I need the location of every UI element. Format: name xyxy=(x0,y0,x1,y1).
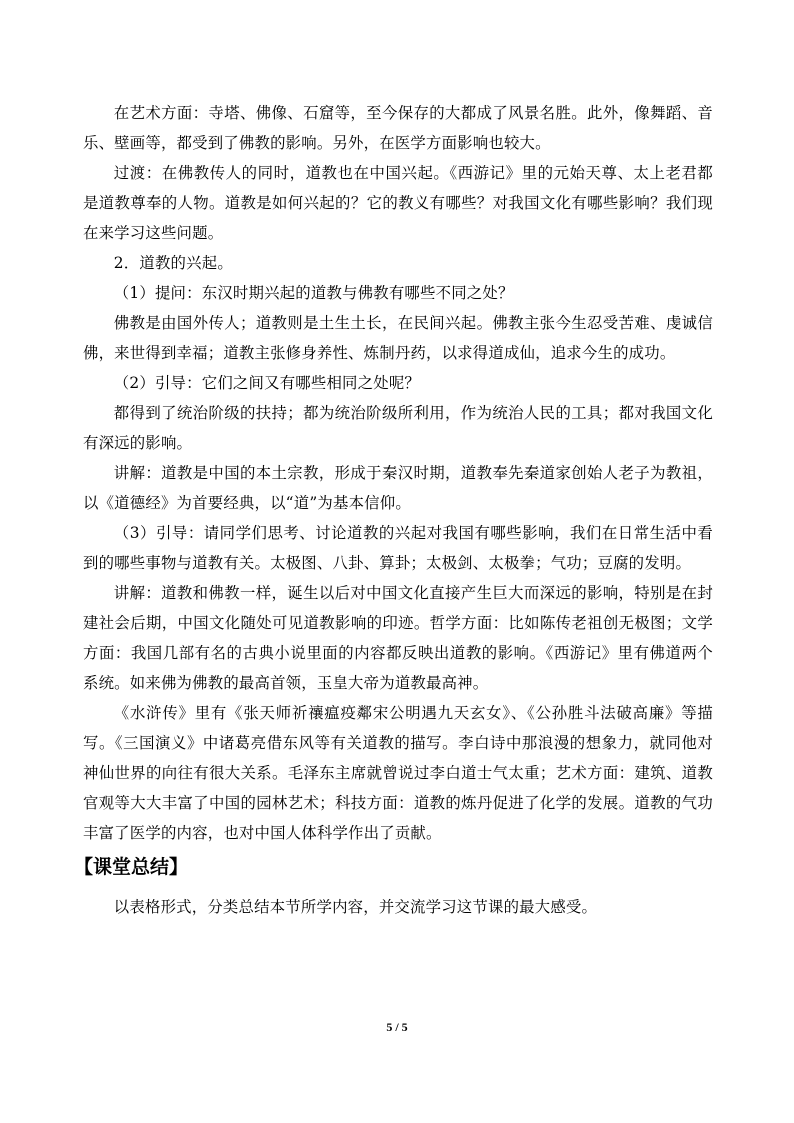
document-body xyxy=(74,98,713,922)
page-number: 5 / 5 xyxy=(386,1020,408,1034)
paragraph-question-1: （1）提问：东汉时期兴起的道教与佛教有哪些不同之处？ xyxy=(113,284,514,302)
paragraph-question-3: （3）引导：请同学们思考、讨论道教的兴起对我国有哪些影响，我们在日常生活中看到的哪些事物与道教有关。太极图、八卦、算卦；太极剑、太极拳；气功；豆腐的发明。 xyxy=(83,524,713,572)
paragraph-subheading: 2．道教的兴起。 xyxy=(113,254,233,272)
paragraph-explanation-2: 讲解：道教和佛教一样，诞生以后对中国文化直接产生巨大而深远的影响，特别是在封建社会后期，中国文化随处可见道教影响的印迹。哲学方面：比如陈传老祖创无极图；文学方面：我国几部有名的古典小说里面的内容都反映出道教的影响。《西游记》里有佛道两个系统。如来佛为佛教的最高首领，玉皇大帝为道教最高神。 xyxy=(83,584,713,692)
paragraph-art: 在艺术方面：寺塔、佛像、石窟等，至今保存的大都成了风景名胜。此外，像舞蹈、音乐、壁画等，都受到了佛教的影响。另外，在医学方面影响也较大。 xyxy=(83,104,713,152)
section-heading: 【课堂总结】 xyxy=(74,856,189,878)
paragraph-answer-1: 佛教是由国外传人；道教则是土生土长，在民间兴起。佛教主张今生忍受苦难、虔诚信佛，来世得到幸福；道教主张修身养性、炼制丹药，以求得道成仙，追求今生的成功。 xyxy=(83,314,713,362)
paragraph-explanation-1: 讲解：道教是中国的本土宗教，形成于秦汉时期，道教奉先秦道家创始人老子为教祖，以《道德经》为首要经典，以“道”为基本信仰。 xyxy=(83,464,713,512)
paragraph-question-2: （2）引导：它们之间又有哪些相同之处呢？ xyxy=(113,374,421,392)
paragraph-transition: 过渡：在佛教传人的同时，道教也在中国兴起。《西游记》里的元始天尊、太上老君都是道教尊奉的人物。道教是如何兴起的？它的教义有哪些？对我国文化有哪些影响？我们现在来学习这些问题。 xyxy=(83,164,713,242)
paragraph-summary: 以表格形式，分类总结本节所学内容，并交流学习这节课的最大感受。 xyxy=(113,898,598,916)
paragraph-answer-2: 都得到了统治阶级的扶持；都为统治阶级所利用，作为统治人民的工具；都对我国文化有深远的影响。 xyxy=(83,404,713,452)
paragraph-literature: 《水浒传》里有《张天师祈禳瘟疫鄰宋公明遇九天玄女》、《公孙胜斗法破高廉》等描写。《三国演义》中诸葛亮借东风等有关道教的描写。李白诗中那浪漫的想象力，就同他对神仙世界的向往有很大关系。毛泽东主席就曾说过李白道士气太重；艺术方面：建筑、道教官观等大大丰富了中国的园林艺术；科技方面：道教的炼丹促进了化学的发展。道教的气功丰富了医学的内容，也对中国人体科学作出了贡献。 xyxy=(83,704,713,842)
